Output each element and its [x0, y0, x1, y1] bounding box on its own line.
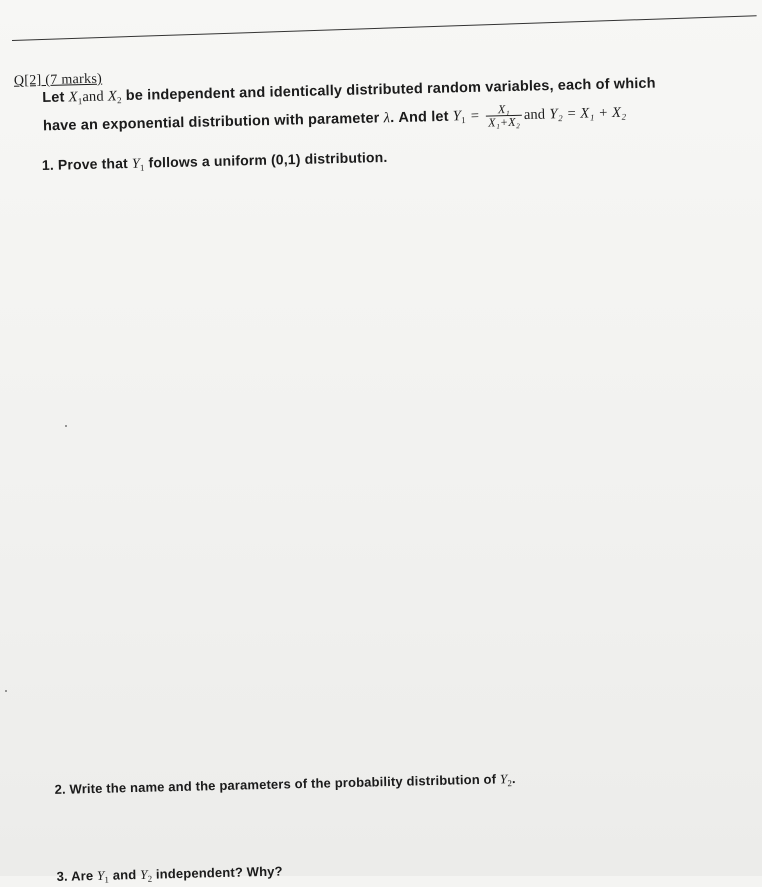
question-3-number: 3.	[56, 868, 68, 884]
question-3	[56, 864, 282, 886]
question-3-var: $Y_1$	[96, 867, 110, 885]
intro-line-2	[43, 100, 627, 139]
x2-symbol: $X_2$	[107, 88, 122, 106]
lambda-symbol: λ	[383, 110, 391, 127]
question-3-after: independent? Why?	[155, 863, 283, 882]
question-2-var: $Y_2$	[499, 771, 513, 789]
let-word: Let	[42, 89, 65, 107]
x1-symbol: $X_1$	[68, 89, 83, 107]
question-1	[42, 149, 388, 175]
question-heading: Q[2] (7 marks)	[13, 71, 103, 89]
equals-sign: =	[469, 108, 481, 125]
and-word: and	[82, 88, 104, 106]
and-word-2: and	[523, 106, 546, 124]
y1-symbol: $Y_1$	[452, 108, 466, 126]
question-1-before: Prove that	[57, 155, 129, 173]
y1-fraction	[486, 103, 522, 129]
question-2-after: .	[511, 771, 516, 787]
intro-text-2: have an exponential distribution with parameter	[42, 110, 380, 135]
paper-speck	[5, 690, 7, 692]
fraction-numerator: X₁	[486, 103, 522, 117]
question-3-before: Are	[70, 868, 94, 884]
question-1-var: $Y_1$	[131, 156, 145, 173]
intro-text-3: . And let	[389, 108, 449, 127]
question-1-number: 1.	[41, 156, 55, 174]
intro-text-1: be independent and identically distributed random variables, each of which	[125, 75, 656, 105]
fraction-denominator: X₁+X₂	[487, 114, 521, 130]
paper-speck	[65, 425, 67, 427]
question-3-mid: and	[112, 867, 137, 883]
question-1-after: follows a uniform (0,1) distribution.	[148, 148, 388, 171]
y2-definition: Y₂ = X₁ + X₂	[549, 104, 627, 123]
question-2	[54, 771, 516, 799]
question-3-var2: $Y_2$	[139, 866, 153, 884]
question-2-number: 2.	[54, 781, 66, 797]
question-2-before: Write the name and the parameters of the probability distribution of	[69, 771, 497, 797]
